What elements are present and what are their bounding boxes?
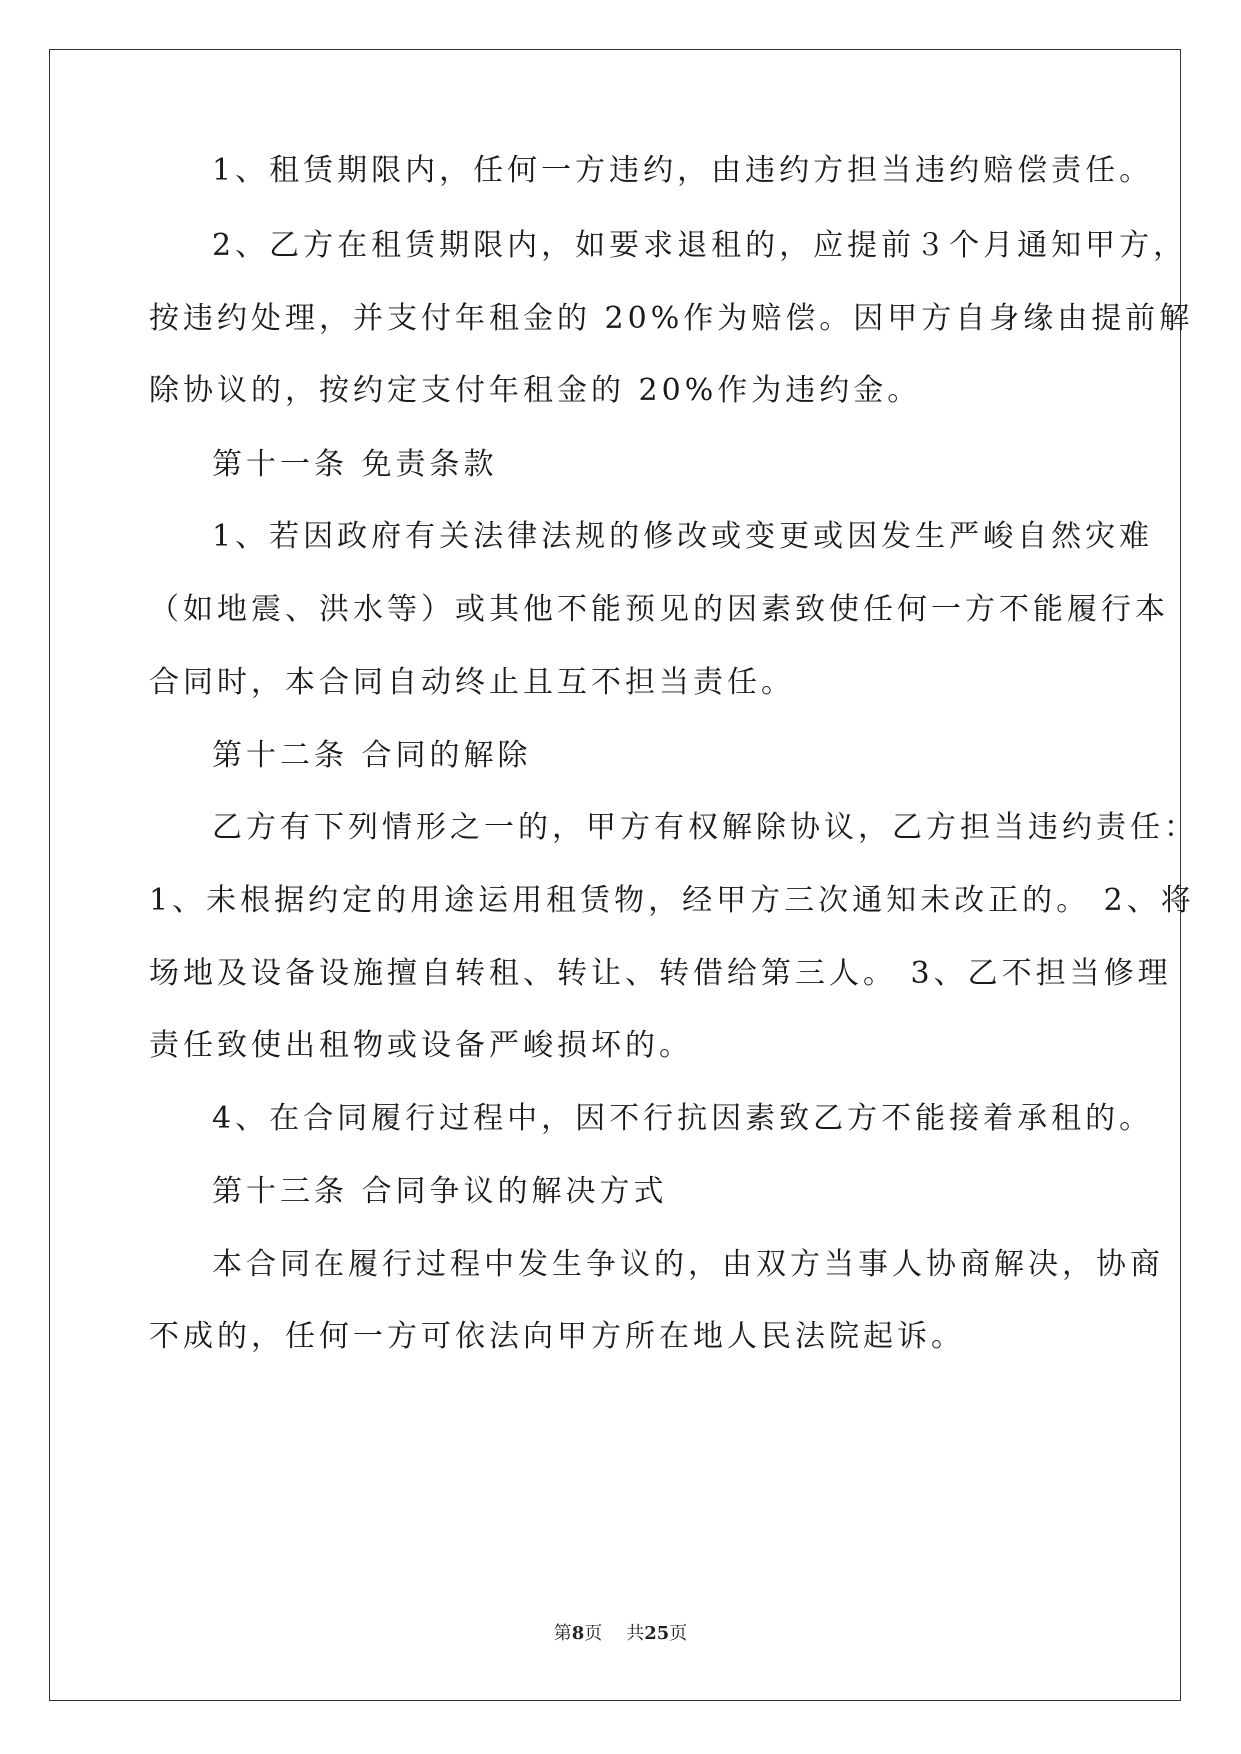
total-suffix: 页 (669, 1623, 688, 1644)
paragraph-line: 本合同在履行过程中发生争议的，由双方当事人协商解决，协商 (212, 1247, 1164, 1282)
paragraph-line: 1、未根据约定的用途运用租赁物，经甲方三次通知未改正的。 2、将 (149, 883, 1195, 918)
paragraph-line: 4、在合同履行过程中，因不行抗因素致乙方不能接着承租的。 (212, 1101, 1154, 1136)
paragraph-line: 1、若因政府有关法律法规的修改或变更或因发生严峻自然灾难 (212, 519, 1154, 554)
total-prefix: 共 (626, 1623, 645, 1644)
section-heading: 第十三条 合同争议的解决方式 (212, 1174, 668, 1209)
paragraph-line: 除协议的，按约定支付年租金的 20%作为违约金。 (149, 373, 922, 408)
page-prefix: 第 (553, 1623, 572, 1644)
paragraph-line: 1、租赁期限内，任何一方违约，由违约方担当违约赔偿责任。 (212, 153, 1154, 188)
paragraph-line: 不成的，任何一方可依法向甲方所在地人民法院起诉。 (149, 1319, 965, 1354)
paragraph-line: 责任致使出租物或设备严峻损坏的。 (149, 1028, 693, 1063)
page-footer (0, 1622, 1241, 1646)
page-border (49, 49, 1181, 1701)
section-heading: 第十一条 免责条款 (212, 447, 498, 482)
paragraph-line: 乙方有下列情形之一的，甲方有权解除协议，乙方担当违约责任： (212, 810, 1198, 845)
page-number: 8 (571, 1623, 585, 1644)
paragraph-line: 按违约处理，并支付年租金的 20%作为赔偿。因甲方自身缘由提前解 (149, 301, 1194, 336)
paragraph-line: 合同时，本合同自动终止且互不担当责任。 (149, 665, 795, 700)
section-heading: 第十二条 合同的解除 (212, 738, 532, 773)
paragraph-line: （如地震、洪水等）或其他不能预见的因素致使任何一方不能履行本 (149, 592, 1169, 627)
page-suffix: 页 (584, 1623, 603, 1644)
paragraph-line: 2、乙方在租赁期限内，如要求退租的，应提前３个月通知甲方， (212, 228, 1188, 263)
total-pages: 25 (644, 1623, 670, 1644)
paragraph-line: 场地及设备设施擅自转租、转让、转借给第三人。 3、乙不担当修理 (149, 956, 1172, 991)
